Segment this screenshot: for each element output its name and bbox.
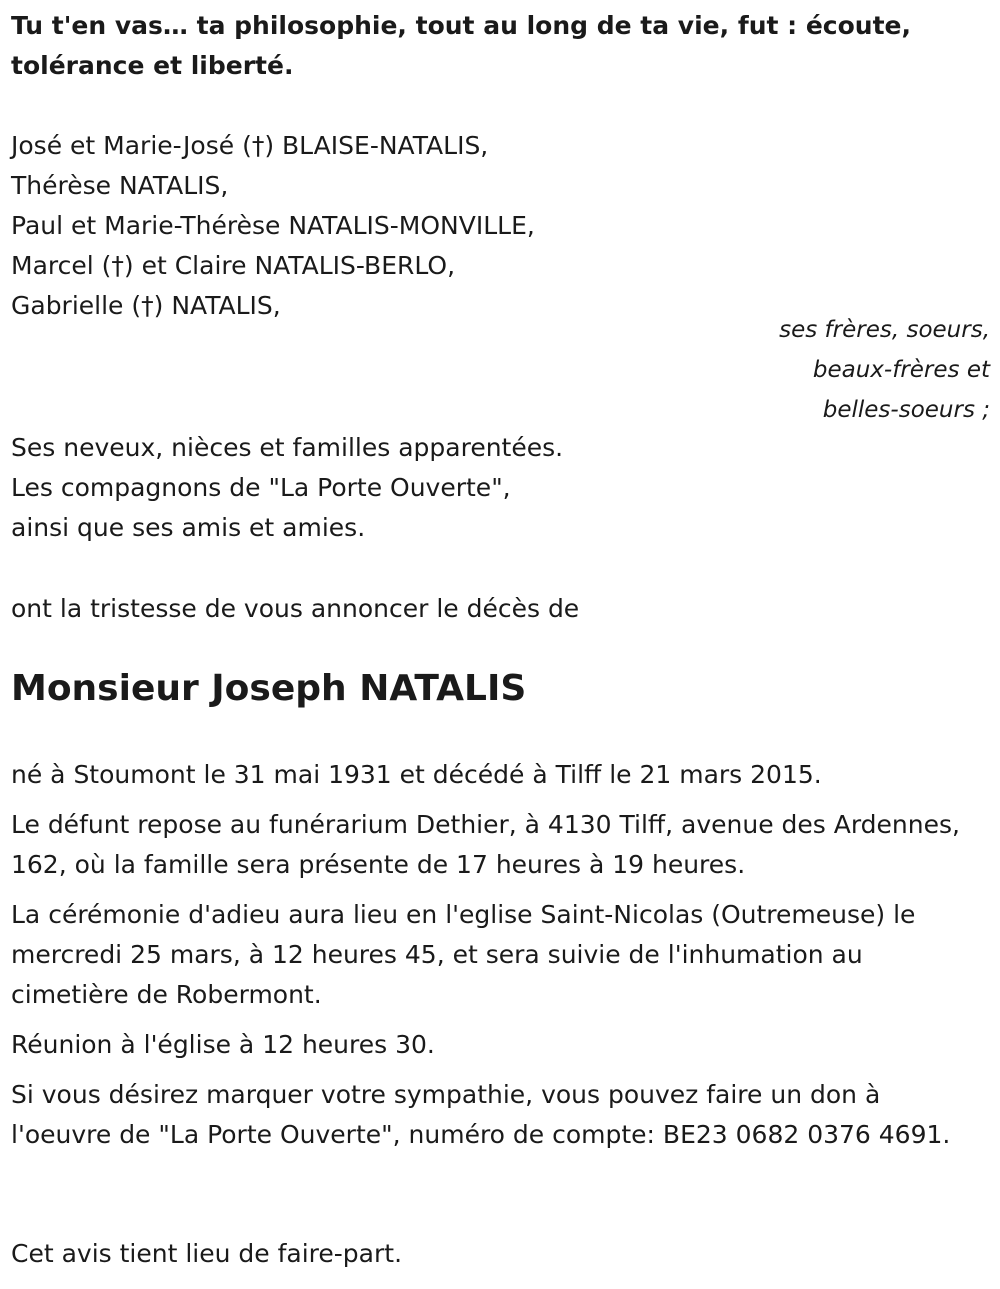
- family-relation: [779, 310, 990, 430]
- birth-death-info: né à Stoumont le 31 mai 1931 et décédé à Tilff le 21 mars 2015.: [11, 760, 822, 789]
- mourner-line: ainsi que ses amis et amies.: [11, 513, 366, 542]
- family-member: Paul et Marie-Thérèse NATALIS-MONVILLE,: [11, 211, 535, 240]
- family-member: Marcel (†) et Claire NATALIS-BERLO,: [11, 251, 456, 280]
- family-list: [11, 126, 535, 326]
- funeral-home-info: Le défunt repose au funérarium Dethier, à 4130 Tilff, avenue des Ardennes, 162, où la famille sera présente de 17 heures à 19 heures.: [11, 810, 960, 879]
- notice-details: [11, 755, 981, 1165]
- other-mourners: [11, 428, 563, 548]
- meeting-info: Réunion à l'église à 12 heures 30.: [11, 1030, 435, 1059]
- family-member: José et Marie-José (†) BLAISE-NATALIS,: [11, 131, 489, 160]
- relation-line: ses frères, soeurs,: [779, 317, 990, 343]
- footer-note: Cet avis tient lieu de faire-part.: [11, 1239, 403, 1268]
- family-member: Gabrielle (†) NATALIS,: [11, 291, 281, 320]
- relation-line: belles-soeurs ;: [822, 397, 990, 423]
- opening-quote: Tu t'en vas… ta philosophie, tout au long de ta vie, fut : écoute, tolérance et liberté.: [11, 11, 911, 80]
- ceremony-info: La cérémonie d'adieu aura lieu en l'eglise Saint-Nicolas (Outremeuse) le mercredi 25 mars, à 12 heures 45, et sera suivie de l'inhumation au cimetière de Robermont.: [11, 900, 916, 1009]
- family-member: Thérèse NATALIS,: [11, 171, 229, 200]
- relation-line: beaux-frères et: [812, 357, 990, 383]
- mourner-line: Les compagnons de "La Porte Ouverte",: [11, 473, 511, 502]
- mourner-line: Ses neveux, nièces et familles apparentées.: [11, 433, 564, 462]
- announcement-text: ont la tristesse de vous annoncer le décès de: [11, 594, 580, 623]
- donation-info: Si vous désirez marquer votre sympathie, vous pouvez faire un don à l'oeuvre de "La Porte Ouverte", numéro de compte: BE23 0682 0376 4691.: [11, 1080, 951, 1149]
- deceased-name: Monsieur Joseph NATALIS: [11, 668, 527, 709]
